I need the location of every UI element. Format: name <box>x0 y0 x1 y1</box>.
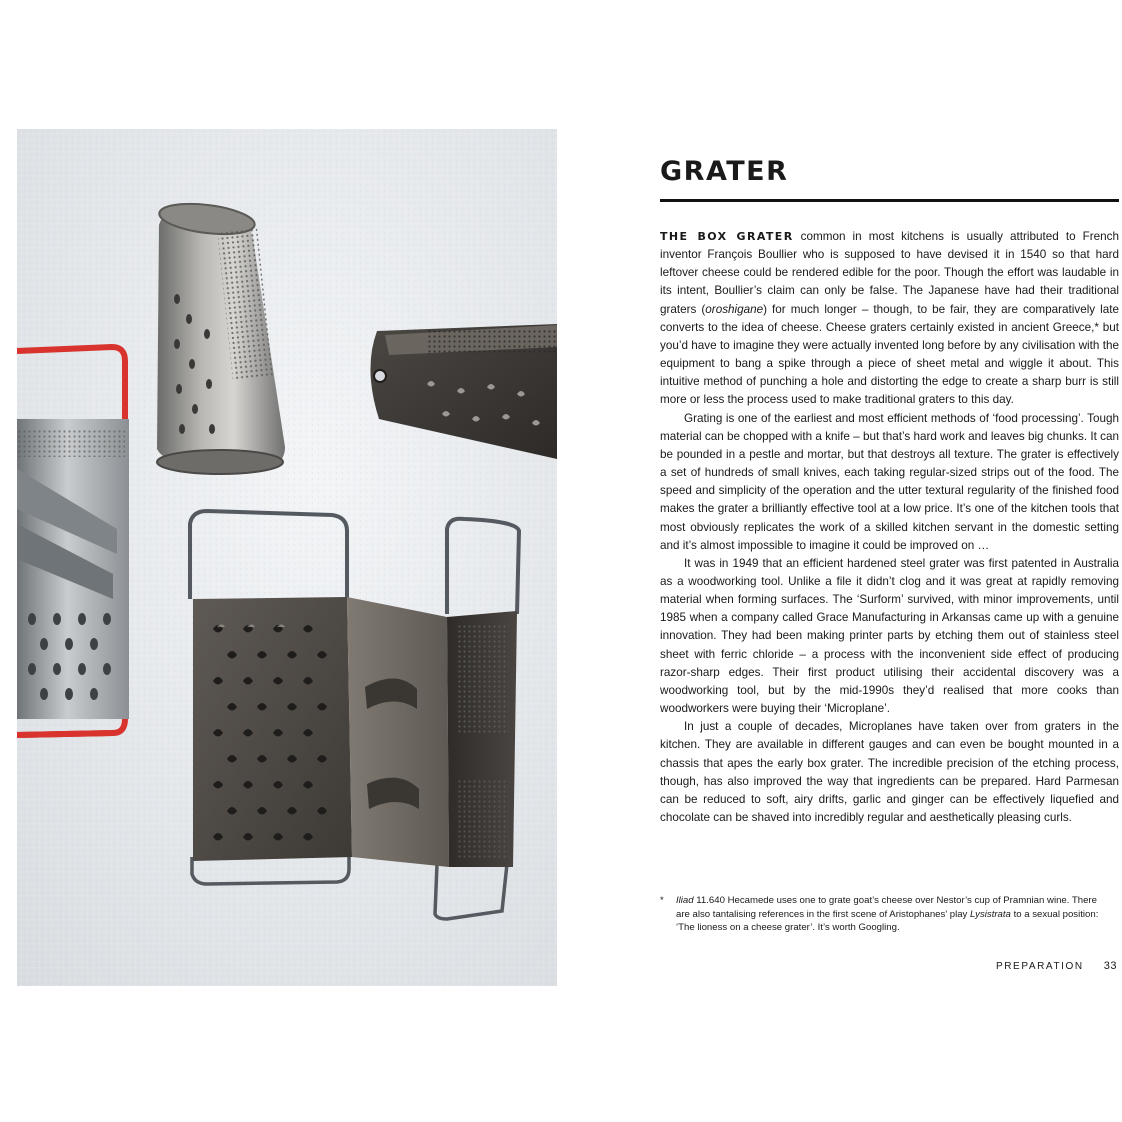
title-rule <box>660 199 1119 202</box>
running-footer <box>996 960 1117 972</box>
paragraph-4: In just a couple of decades, Microplanes have taken over from graters in the kitchen. They are available in different gauges and can even be bought mounted in a chassis that apes the early box grater. The incredible precision of the etching process, though, has also improved the way that ingredients can be prepared. Hard Parmesan can be reduced to soft, airy drifts, garlic and ginger can be effectively liquefied and chocolate can be shaved into incredibly regular and aesthetically pleasing curls. <box>660 720 1119 824</box>
footnote-mark: * <box>660 895 664 906</box>
page-number: 33 <box>1103 960 1117 972</box>
article-body <box>660 228 1119 827</box>
section-name: PREPARATION <box>995 961 1084 972</box>
paragraph-3: It was in 1949 that an efficient hardened steel grater was first patented in Australia as a woodworking tool. Unlike a file it didn’t clog and it was great at rapidly removing material when forming surfaces. The ‘Surform’ survived, with minor improvements, until 1985 when a company called Grace Manufacturing in Arkansas came up with a genuine innovation. They had been making printer parts by etching them out of stainless steel sheet with ferric chloride – a process with the inconvenient side effect of producing razor-sharp edges. Their first product utilising their accidental discovery was a woodworking tool, but by the mid-1990s they’d realised that more cooks than woodworkers were buying their ‘Microplane’. <box>660 556 1119 716</box>
footnote-text-1: 11.640 Hecamede uses one to grate goat’s cheese over Nestor’s cup of Pramnian wine. There are also tantalising references in the first scene of Aristophanes’ play <box>676 895 1097 920</box>
page-title: GRATER <box>660 156 789 187</box>
footnote <box>660 894 1100 935</box>
footnote-emphasis-2: Lysistrata <box>970 908 1011 920</box>
paragraph-1-text-b: ) for much longer – though, to be fair, they are comparatively late converts to the idea of cheese. Cheese graters certainly existed in ancient Greece,* but you’d have to imagine they were actually invented long before by any civilisation with the equipment to bang a spike through a piece of sheet metal and wiggle it about. This intuitive method of punching a hole and distorting the edge to create a sharp burr is still more or less the process used to make traditional graters to this day. <box>660 302 1120 407</box>
paragraph-1 <box>660 228 1119 410</box>
footnote-text-2: to a sexual position: ‘The lioness on a cheese grater’. It’s worth Googling. <box>676 908 1099 934</box>
lead-in: THE BOX GRATER <box>660 230 794 243</box>
paragraph-1-text-a: common in most kitchens is usually attributed to French inventor François Boullier who is supposed to have devised it in 1540 so that hard leftover cheese could be rendered edible for the poor. Though the effort was laudable in its intent, Boullier’s claim can only be false. The Japanese have had their traditional graters ( <box>660 230 1120 316</box>
paragraph-1-emphasis: oroshigane <box>705 302 764 316</box>
footnote-emphasis-1: Iliad <box>676 895 694 906</box>
paragraph-2: Grating is one of the earliest and most efficient methods of ‘food processing’. Tough material can be chopped with a knife – but that’s hard work and leaves big chunks. It can be pounded in a pestle and mortar, but that destroys all texture. The grater is effectively a set of hundreds of small knives, each taking regular-sized strips out of the food. The speed and simplicity of the operation and the utter textural regularity of the finished food makes the grater a brilliantly effective tool at a low price. It’s one of the kitchen tools that most obviously replicates the work of a skilled kitchen servant in the domestic setting and it’s almost impossible to imagine it could be improved on … <box>660 411 1119 552</box>
footnote-text <box>676 894 1100 935</box>
graters-photo <box>17 129 557 986</box>
